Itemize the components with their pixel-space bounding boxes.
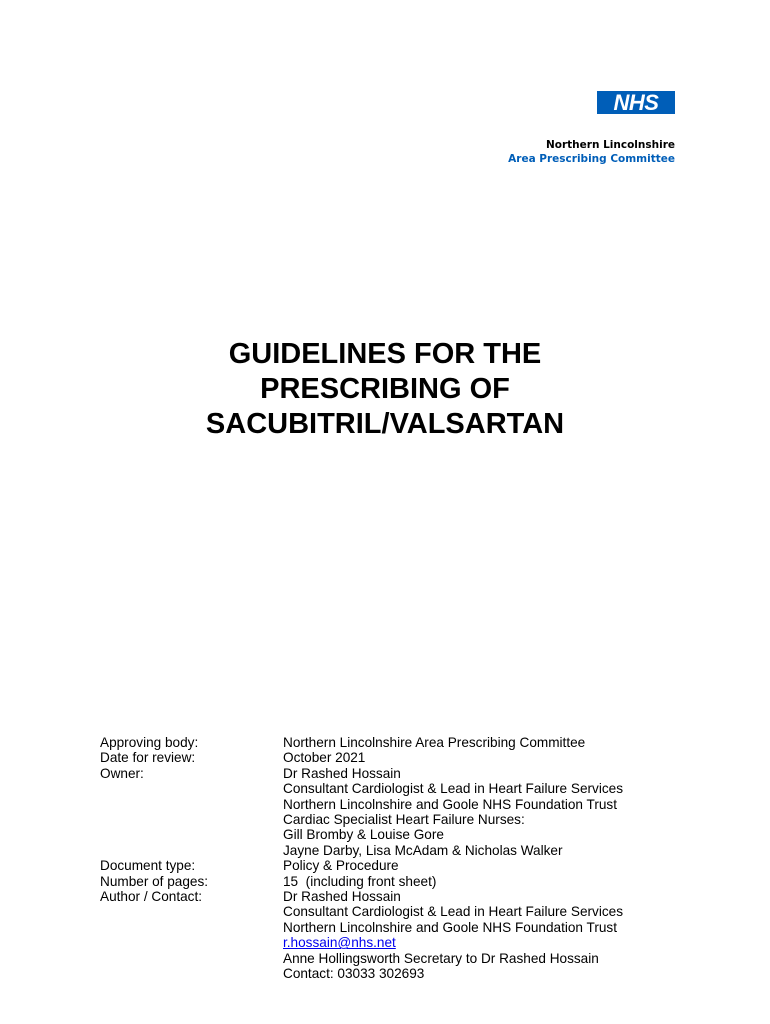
approving-body-value: Northern Lincolnshire Area Prescribing Committee <box>283 735 586 750</box>
author-contact-line: Dr Rashed Hossain <box>283 889 401 905</box>
committee-name: Area Prescribing Committee <box>508 153 675 165</box>
date-for-review-label: Date for review: <box>100 750 196 766</box>
owner-line: Consultant Cardiologist & Lead in Heart Failure Services <box>283 781 624 797</box>
approving-body-row <box>100 735 623 750</box>
author-contact-row <box>100 889 623 981</box>
document-type-value: Policy & Procedure <box>283 858 399 874</box>
number-of-pages-row <box>100 874 623 889</box>
number-of-pages-label: Number of pages: <box>100 873 209 889</box>
owner-line: Gill Bromby & Louise Gore <box>283 827 444 843</box>
owner-line: Cardiac Specialist Heart Failure Nurses: <box>283 812 525 828</box>
document-title <box>0 337 770 442</box>
org-name: Northern Lincolnshire <box>545 139 675 151</box>
title-line-1: GUIDELINES FOR THE <box>228 338 542 370</box>
owner-line: Northern Lincolnshire and Goole NHS Foundation Trust <box>283 796 617 812</box>
owner-label: Owner: <box>100 765 144 781</box>
title-line-3: SACUBITRIL/VALSARTAN <box>205 408 565 440</box>
nhs-logo <box>597 91 675 114</box>
owner-line: Jayne Darby, Lisa McAdam & Nicholas Walker <box>283 842 563 858</box>
owner-line: Dr Rashed Hossain <box>283 765 401 781</box>
date-for-review-value: October 2021 <box>283 750 366 766</box>
author-contact-line: Consultant Cardiologist & Lead in Heart Failure Services <box>283 904 624 920</box>
contact-phone: Contact: 03033 302693 <box>283 966 425 982</box>
date-for-review-row <box>100 750 623 765</box>
title-line-2: PRESCRIBING OF <box>260 373 510 405</box>
owner-row <box>100 766 623 858</box>
nhs-logo-text: NHS <box>613 89 659 115</box>
header-logo-block <box>508 91 675 166</box>
document-type-row <box>100 858 623 873</box>
author-contact-line: Northern Lincolnshire and Goole NHS Foundation Trust <box>283 919 617 935</box>
secretary-line: Anne Hollingsworth Secretary to Dr Rashed Hossain <box>283 950 599 966</box>
author-contact-label: Author / Contact: <box>100 889 203 905</box>
email-link[interactable]: r.hossain@nhs.net <box>283 935 396 951</box>
number-of-pages-value: 15 (including front sheet) <box>283 873 437 889</box>
document-metadata <box>100 735 623 982</box>
approving-body-label: Approving body: <box>100 735 199 750</box>
document-type-label: Document type: <box>100 858 196 874</box>
